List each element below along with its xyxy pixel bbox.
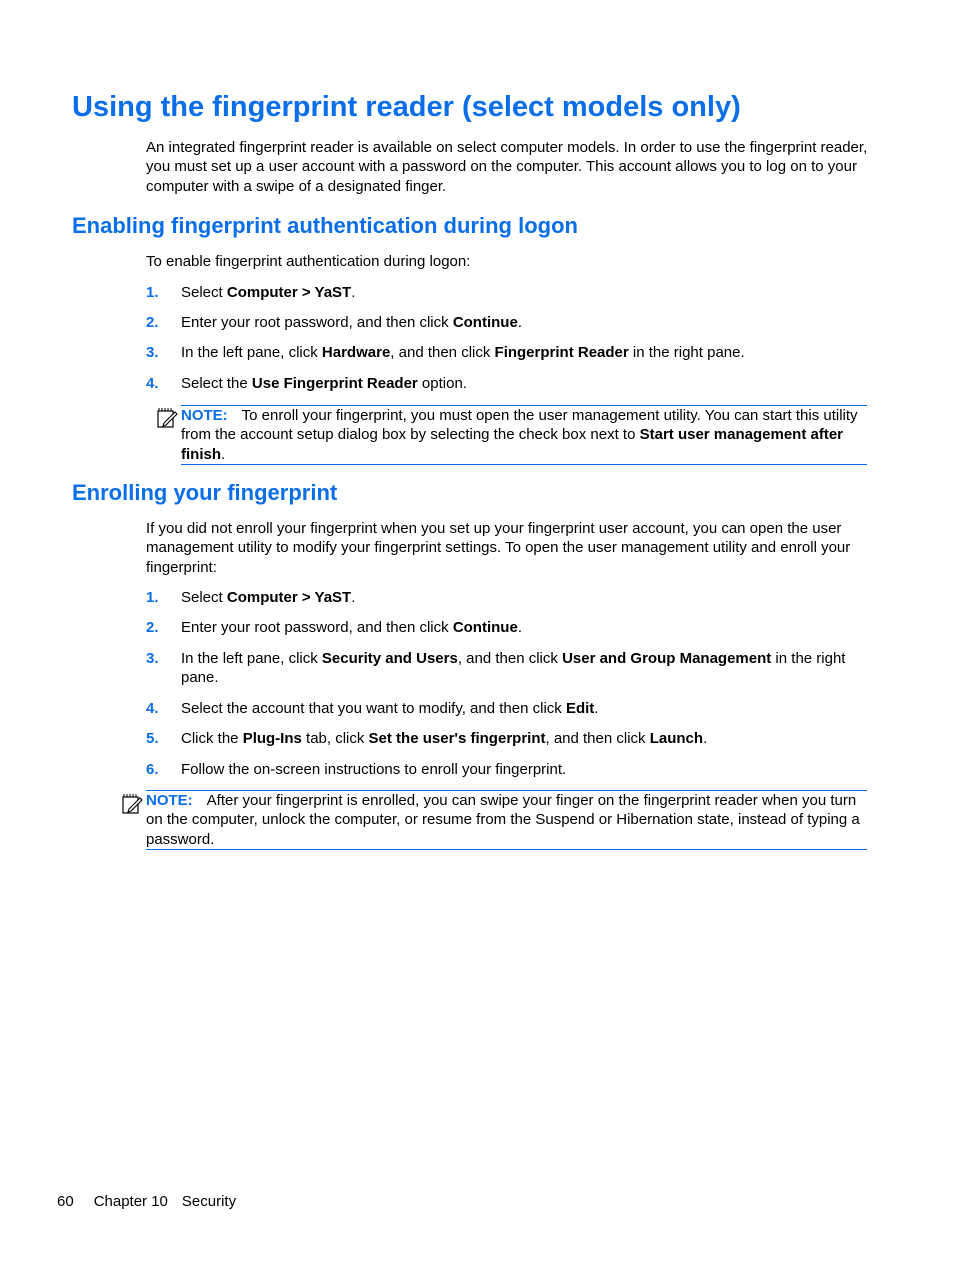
step-number: 6. <box>146 761 159 778</box>
step-text: Enter your root password, and then click Continue. <box>181 619 522 636</box>
step-text: In the left pane, click Security and Users, and then click User and Group Management in the right pane. <box>181 650 846 687</box>
step-number: 3. <box>146 650 159 667</box>
note-box: NOTE: To enroll your fingerprint, you must open the user management utility. You can start this utility from the account setup dialog box by selecting the check box next to Start user management after finish. <box>181 405 867 465</box>
step-text: Select Computer > YaST. <box>181 589 356 606</box>
footer-chapter: Chapter 10 <box>93 1193 168 1210</box>
step-number: 4. <box>146 375 159 392</box>
page-number: 60 <box>57 1193 74 1210</box>
step-number: 3. <box>146 344 159 361</box>
step-text: Select the account that you want to modify, and then click Edit. <box>181 700 599 717</box>
footer-section: Security <box>181 1193 237 1210</box>
note-label: NOTE: <box>181 407 228 424</box>
section-heading-enrolling: Enrolling your fingerprint <box>72 480 338 505</box>
section-heading-enabling: Enabling fingerprint authentication during logon <box>72 213 578 238</box>
step-number: 2. <box>146 619 159 636</box>
step-number: 2. <box>146 314 159 331</box>
note-pad-icon <box>121 792 143 814</box>
step-number: 1. <box>146 589 159 606</box>
step-number: 1. <box>146 284 159 301</box>
step-text: Select the Use Fingerprint Reader option. <box>181 375 467 392</box>
page-footer <box>57 1193 236 1211</box>
section1-lead: To enable fingerprint authentication during logon: <box>146 253 471 270</box>
note-pad-icon <box>156 406 178 428</box>
step-text: Click the Plug-Ins tab, click Set the user's fingerprint, and then click Launch. <box>181 730 708 747</box>
note-label: NOTE: <box>146 792 193 809</box>
step-number: 5. <box>146 730 159 747</box>
intro-paragraph: An integrated fingerprint reader is available on select computer models. In order to use the fingerprint reader, you must set up a user account with a password on the computer. This account allows you to log on to your computer with a swipe of a designated finger. <box>146 139 868 195</box>
note-box: NOTE: After your fingerprint is enrolled, you can swipe your finger on the fingerprint reader when you turn on the computer, unlock the computer, or resume from the Suspend or Hibernation state, instead of typing a password. <box>146 790 867 850</box>
section2-lead: If you did not enroll your fingerprint when you set up your fingerprint user account, you can open the user management utility to modify your fingerprint settings. To open the user management utility and enroll your fingerprint: <box>146 520 851 576</box>
step-text: In the left pane, click Hardware, and then click Fingerprint Reader in the right pane. <box>181 344 745 361</box>
step-number: 4. <box>146 700 159 717</box>
step-text: Select Computer > YaST. <box>181 284 356 301</box>
page-title: Using the fingerprint reader (select models only) <box>72 91 741 123</box>
step-text: Follow the on-screen instructions to enroll your fingerprint. <box>181 761 567 778</box>
step-text: Enter your root password, and then click Continue. <box>181 314 522 331</box>
